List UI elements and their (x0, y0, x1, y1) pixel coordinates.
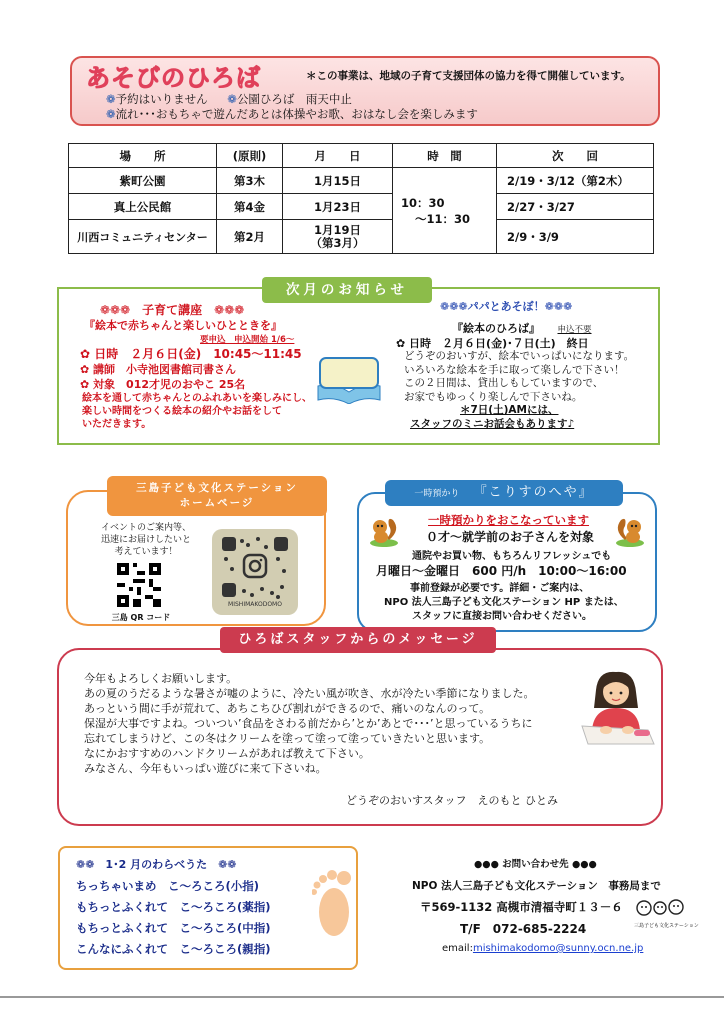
cell-place: 真上公民館 (69, 194, 217, 220)
flower-icon: ❁ (106, 92, 116, 106)
papa-title: 『絵本のひろば』 (452, 322, 540, 335)
staff-illustration-icon (578, 668, 658, 748)
contact-heading: ●●● お問い合わせ先 ●●● (474, 859, 597, 870)
korisu-line-6: NPO 法人三島子ども文化ステーション HP または、 (384, 597, 624, 608)
col-header-rule: (原則) (217, 144, 283, 168)
korisu-banner-small: 一時預かり (414, 489, 460, 499)
cell-time (393, 168, 497, 254)
warabe-lyrics (76, 876, 271, 960)
time-start: 10：30 (401, 195, 445, 210)
header-line-2 (106, 106, 478, 122)
papa-desc-line: ＊7日(土)AMには、 (460, 404, 559, 416)
cell-rule: 第2月 (217, 220, 283, 254)
cell-place: 川西コミュニティセンター (69, 220, 217, 254)
message-line: 今年もよろしくお願いします。 (84, 672, 238, 685)
table-header-row (69, 144, 654, 168)
cell-next: 2/27・3/27 (497, 194, 654, 220)
course-reserve-note: 要申込 申込開始 1/6～ (200, 335, 295, 345)
cell-place: 紫町公園 (69, 168, 217, 194)
message-line: みなさん、今年もいっぱい遊びに来て下さいね。 (84, 762, 327, 775)
qr-label: 三島 QR コード (111, 613, 171, 622)
papa-desc-line: いろいろな絵本を手に取って楽しんで下さい！ (404, 363, 625, 376)
cell-date: 1月15日 (283, 168, 393, 194)
station-logo (634, 896, 720, 929)
course-title: 『絵本で赤ちゃんと楽しいひとときを』 (84, 319, 282, 332)
station-logo-icon (634, 896, 720, 920)
message-line: 保湿が大事ですよね。ついついʼ食品をさわる前だからʼとかʼあとで･･･ʼと思っているうちに (84, 717, 533, 730)
message-line: 忘れてしまうけど、この冬はクリームを塗って塗って塗っていきたいと思います。 (84, 732, 491, 745)
staff-message-text (84, 671, 535, 776)
flower-icon: ❁ (106, 107, 116, 121)
course-desc-line: 楽しい時間をつくる絵本の紹介やお話をして (82, 406, 282, 417)
cell-next: 2/9・3/9 (497, 220, 654, 254)
course-target: ✿ 対象 012才児のおやこ 25名 (80, 378, 246, 391)
col-header-next: 次 回 (497, 144, 654, 168)
cell-next: 2/19・3/12（第2木） (497, 168, 654, 194)
station-banner (107, 476, 327, 516)
col-header-place: 場 所 (69, 144, 217, 168)
col-header-date: 月 日 (283, 144, 393, 168)
papa-desc-line: スタッフのミニお話会もあります♪ (410, 417, 575, 430)
course-heading-text: ❁❁❁ 子育て講座 ❁❁❁ (100, 303, 245, 317)
korisu-line-1: 一時預かりをおこなっています (428, 513, 589, 527)
course-lecturer: ✿ 講師 小寺池図書館司書さん (80, 363, 237, 376)
cell-rule: 第4金 (217, 194, 283, 220)
papa-desc-line: この２日間は、貸出しもしていますので、 (404, 377, 604, 389)
flower-icon: ❁ (227, 92, 237, 106)
papa-title-row (452, 320, 592, 336)
header-line-1 (106, 91, 352, 107)
papa-no-reservation: 申込不要 (557, 325, 592, 335)
header-note: ＊この事業は、地域の子育て支援団体の協力を得て開催しています。 (306, 70, 631, 82)
course-desc-line: 絵本を通して赤ちゃんとのふれあいを楽しみにし、 (82, 393, 312, 404)
warabe-line: こんなにふくれて こ～ろころ(親指) (76, 942, 271, 956)
contact-email-label: email: (442, 943, 473, 954)
qr-code-icon[interactable] (117, 563, 161, 607)
header-item-no-reservation: 予約はいりません (115, 92, 208, 106)
staff-message-banner: ひろばスタッフからのメッセージ (220, 627, 496, 653)
message-line: なにかおすすめのハンドクリームがあれば教えて下さい。 (84, 747, 370, 760)
instagram-label: MISHIMAKODOMO (228, 601, 282, 608)
staff-signature: どうぞのおいすスタッフ えのもと ひとみ (346, 794, 559, 807)
contact-email-link[interactable]: mishimakodomo@sunny.ocn.ne.jp (472, 943, 644, 954)
warabe-heading: ❁❁ 1･2 月のわらべうた ❁❁ (76, 858, 237, 871)
squirrel-icon (613, 514, 647, 548)
course-date: ✿ 日時 ２月６日(金) 10:45～11:45 (80, 347, 302, 361)
header-flow-text: 流れ･･･おもちゃで遊んだあとは体操やお歌、おはなし会を楽しみます (115, 107, 478, 121)
papa-desc-line: どうぞのおいすが、絵本でいっぱいになります。 (404, 350, 635, 362)
cell-date-sub: （第3月） (310, 235, 365, 250)
instagram-qr-card[interactable] (212, 529, 298, 615)
table-row (69, 220, 654, 254)
korisu-line-7: スタッフに直接お問い合わせください。 (412, 611, 592, 622)
korisu-line-5: 事前登録が必要です。詳細・ご案内は、 (410, 583, 590, 594)
cell-rule: 第3木 (217, 168, 283, 194)
station-text-line: 考えています！ (114, 547, 178, 557)
next-month-banner: 次月のお知らせ (262, 277, 432, 303)
warabe-line: もちっとふくれて こ～ろころ(中指) (76, 921, 271, 935)
ehon-book-icon (314, 352, 384, 402)
header-item-park: 公園ひろば 雨天中止 (236, 92, 352, 106)
papa-date: ✿ 日時 ２月６日(金)･７日(土) 終日 (396, 337, 589, 350)
course-desc-line: いただきます。 (82, 419, 152, 430)
course-description (82, 392, 312, 431)
korisu-line-4: 月曜日～金曜日 600 円/h 10:00～16:00 (376, 564, 627, 578)
contact-org: NPO 法人三島子ども文化ステーション 事務局まで (412, 880, 661, 892)
col-header-time: 時 間 (393, 144, 497, 168)
course-heading (100, 301, 244, 318)
warabe-line: もちっとふくれて こ～ろころ(薬指) (76, 900, 271, 914)
station-banner-line2: ホームページ (179, 497, 255, 509)
station-banner-line1: 三島子ども文化ステーション (136, 482, 298, 494)
bottom-divider (0, 996, 724, 998)
squirrel-icon (367, 514, 401, 548)
page-title: あそびのひろば (86, 64, 261, 92)
warabe-line: ちっちゃいまめ こ～ろころ(小指) (76, 879, 260, 893)
schedule-table (68, 143, 654, 254)
contact-phone: T/F 072-685-2224 (460, 922, 587, 936)
message-line: あの夏のうだるような暑さが嘘のように、冷たい風が吹き、水が冷たい季節になりました。 (84, 687, 535, 700)
korisu-banner (385, 480, 623, 506)
contact-email-row (442, 943, 643, 954)
table-row (69, 194, 654, 220)
papa-desc-line: お家でもゆっくり楽しんで下さいね。 (404, 390, 583, 403)
papa-heading: ❁❁❁パパとあそぼ！❁❁❁ (440, 300, 573, 313)
foot-icon (312, 866, 356, 938)
cell-date: 1月23日 (283, 194, 393, 220)
korisu-banner-title: 『こりすのへや』 (473, 485, 594, 500)
korisu-line-2: ０才～就学前のお子さんを対象 (426, 530, 595, 544)
time-end: ～11：30 (415, 211, 471, 226)
papa-description (404, 350, 634, 431)
station-text-line: 迅速にお届けしたいと (100, 535, 191, 545)
table-row (69, 168, 654, 194)
cell-date-main: 1月19日 (313, 222, 361, 237)
message-line: あっという間に手が荒れて、あちこちひび割れができるので、痛いのなんのって。 (84, 702, 491, 715)
contact-address: 〒569-1132 高槻市清福寺町１３－６ (420, 900, 623, 914)
cell-date (283, 220, 393, 254)
korisu-line-3: 通院やお買い物、もちろんリフレッシュでも (412, 551, 612, 562)
station-logo-text: 三島子ども文化ステーション (634, 923, 699, 929)
station-text (86, 522, 206, 558)
station-text-line: イベントのご案内等、 (100, 523, 191, 533)
